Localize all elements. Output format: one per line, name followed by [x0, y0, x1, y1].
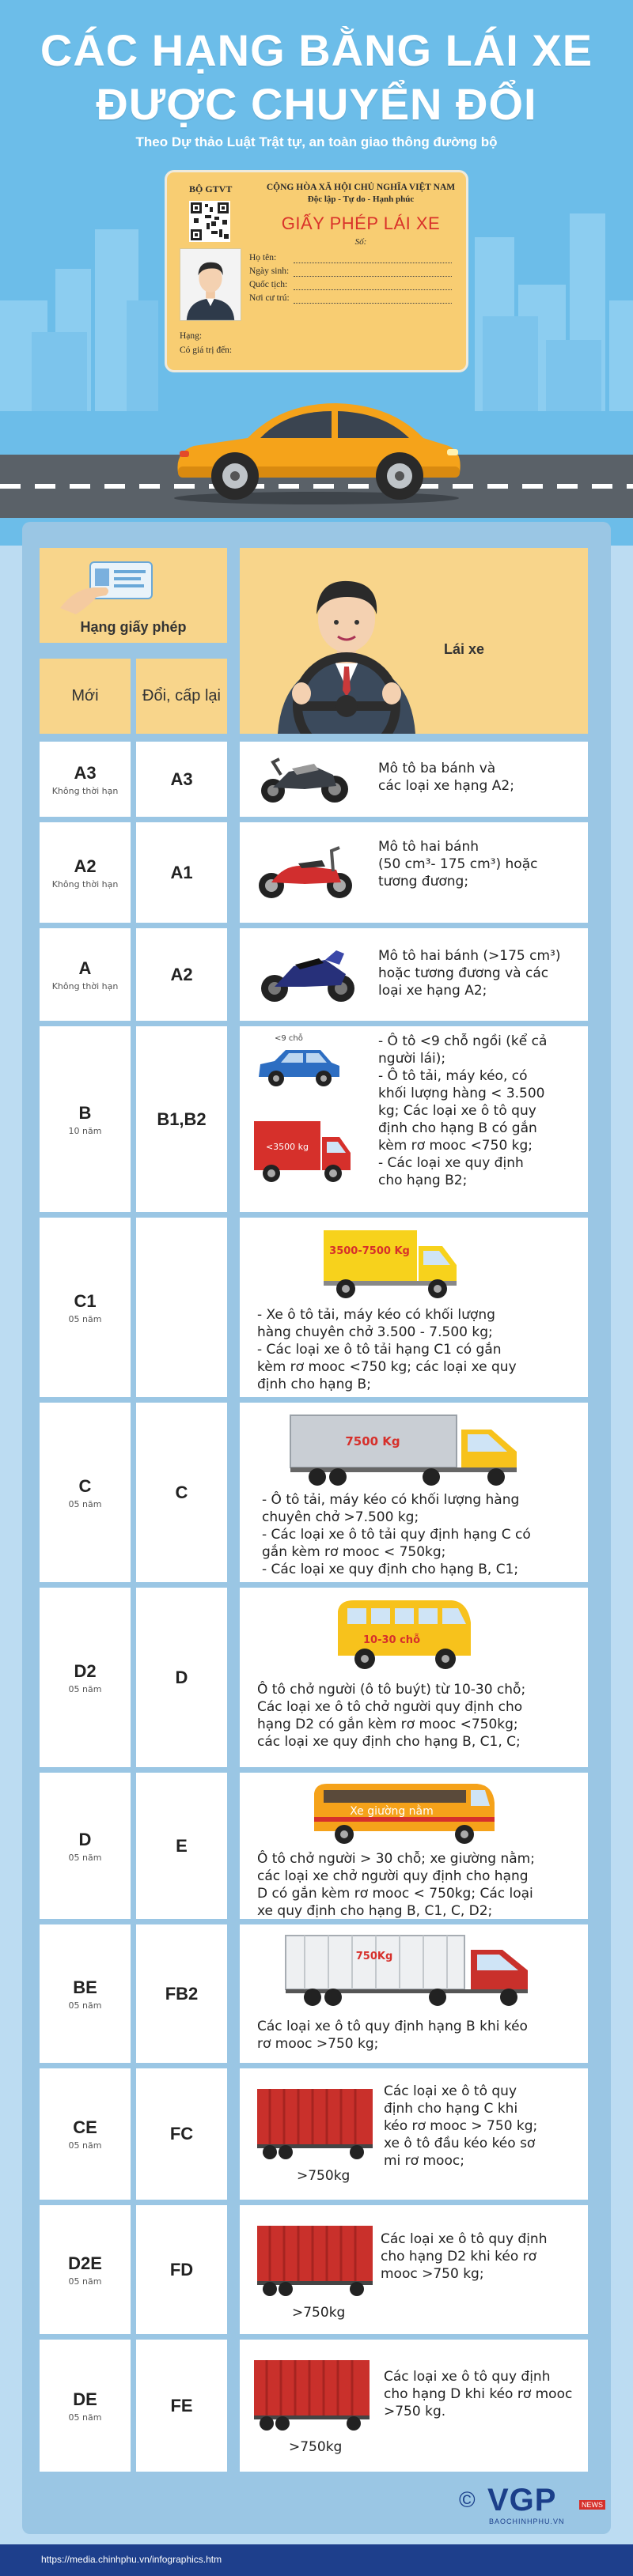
row-description: [262, 1491, 531, 1578]
desc-line: kèm rơ mooc <750 kg; các loại xe quy: [257, 1359, 517, 1375]
row-be-desc: [240, 1924, 588, 2063]
desc-line: Mô tô hai bánh: [378, 839, 479, 855]
title-line-1: CÁC HẠNG BẰNG LÁI XE: [40, 25, 593, 75]
desc-line: tương đương;: [378, 874, 469, 890]
desc-line: Các loại xe ô tô chở người quy định cho: [257, 1699, 523, 1715]
row-d2-desc: [240, 1588, 588, 1767]
row-new-class: D2: [74, 1660, 97, 1681]
row-d-new: [40, 1773, 131, 1919]
row-de-desc: [240, 2340, 588, 2472]
container-trailer-icon: [252, 2084, 379, 2163]
desc-line: - Các loại xe ô tô tải hạng C1 có gắn: [257, 1342, 502, 1358]
desc-line: Ô tô chở người (ô tô buýt) từ 10-30 chỗ;: [257, 1682, 526, 1698]
row-c1-desc: [240, 1218, 588, 1397]
row-new-class: D: [78, 1829, 92, 1849]
desc-line: hoặc tương đương và các: [378, 965, 549, 981]
desc-line: - Xe ô tô tải, máy kéo có khối lượng: [257, 1307, 495, 1323]
desc-line: (50 cm³- 175 cm³) hoặc: [378, 856, 538, 872]
row-old-class: A3: [170, 769, 193, 789]
minibus-icon: [333, 1596, 476, 1673]
license-card: [165, 170, 468, 372]
truck-tag: <3500 kg: [265, 1142, 309, 1152]
license-photo-avatar: [180, 248, 241, 321]
desc-line: khối lượng hàng < 3.500: [378, 1086, 545, 1101]
license-field-dob: Ngày sinh:: [249, 266, 290, 276]
row-old-class: E: [176, 1835, 188, 1856]
sport-bike-icon: [257, 942, 358, 1006]
row-d-old: [136, 1773, 227, 1919]
header-converted-class: Đổi, cấp lại: [136, 659, 227, 734]
row-description: [384, 2368, 572, 2420]
desc-line: chuyên chở >7.500 kg;: [262, 1509, 419, 1525]
row-old-class: D: [175, 1667, 188, 1687]
desc-line: Mô tô ba bánh và: [378, 761, 496, 776]
row-a3-desc: [240, 742, 588, 817]
desc-line: kg; Các loại xe ô tô quy: [378, 1103, 536, 1119]
row-old-class: B1,B2: [157, 1109, 207, 1129]
row-c1-old: [136, 1218, 227, 1397]
desc-line: hàng chuyên chở 3.500 - 7.500 kg;: [257, 1324, 493, 1340]
desc-line: - Ô tô tải, máy kéo có khối lượng hàng: [262, 1492, 520, 1508]
desc-line: D có gắn kèm rơ mooc < 750kg; Các loại: [257, 1886, 533, 1902]
row-c1-new: [40, 1218, 131, 1397]
license-card-hand-icon: [59, 553, 161, 616]
row-new-class: C: [78, 1475, 92, 1496]
row-validity: 05 năm: [68, 1852, 102, 1863]
license-number-label: Số:: [354, 237, 367, 247]
row-be-old: [136, 1924, 227, 2063]
row-validity: 05 năm: [68, 1313, 102, 1324]
truck-tag: 3500-7500 Kg: [329, 1245, 410, 1257]
suv-icon: [256, 1045, 343, 1088]
row-validity: 05 năm: [68, 2140, 102, 2151]
row-description: [378, 947, 561, 999]
weight-tag: >750kg: [297, 2168, 351, 2184]
row-new-class: BE: [73, 1977, 97, 1997]
row-old-class: A2: [170, 964, 193, 984]
license-bottom-fields: [180, 329, 232, 357]
sleeper-bus-icon: [309, 1779, 499, 1847]
row-validity: Không thời hạn: [51, 785, 119, 796]
license-dotted-line: [294, 303, 452, 304]
row-a3-new: [40, 742, 131, 817]
desc-line: xe quy định cho hạng B, C1, C, D2;: [257, 1903, 493, 1919]
desc-line: Mô tô hai bánh (>175 cm³): [378, 948, 561, 964]
trailer-truck-icon: [281, 1931, 534, 2008]
desc-line: các loại xe chở người quy định cho hạng: [257, 1868, 529, 1884]
row-new-class: C1: [74, 1290, 97, 1311]
license-nation-text: CỘNG HÒA XÃ HỘI CHỦ NGHĨA VIỆT NAM: [266, 183, 456, 192]
desc-line: Các loại xe ô tô quy: [384, 2083, 517, 2099]
bus-tag: 10-30 chỗ: [363, 1634, 420, 1646]
header-new-class: Mới: [40, 659, 131, 734]
yellow-car-illustration: [162, 380, 471, 506]
header-license-class: [40, 548, 227, 643]
desc-line: cho hạng B2;: [378, 1173, 468, 1188]
desc-line: xe ô tô đầu kéo kéo sơ: [384, 2136, 536, 2151]
header-banner: [0, 0, 633, 546]
row-description: [257, 2018, 528, 2053]
row-a2-new: [40, 822, 131, 923]
desc-line: định cho hạng C khi: [384, 2101, 518, 2117]
desc-line: >750 kg.: [384, 2404, 446, 2419]
brand-subtitle: BAOCHINHPHU.VN: [489, 2517, 565, 2525]
license-motto: Độc lập - Tự do - Hạnh phúc: [307, 195, 415, 204]
row-d2e-new: [40, 2205, 131, 2334]
license-dotted-line: [294, 289, 452, 290]
row-d2e-desc: [240, 2205, 588, 2334]
row-old-class: A1: [170, 862, 193, 882]
license-field-residence: Nơi cư trú:: [249, 293, 290, 303]
desc-line: cho hạng D2 khi kéo rơ: [381, 2249, 537, 2264]
trike-icon: [257, 751, 352, 806]
desc-line: các loại xe quy định cho hạng B, C1, C;: [257, 1734, 521, 1750]
row-new-class: D2E: [68, 2253, 102, 2273]
row-description: [378, 838, 537, 890]
row-a2-old: [136, 822, 227, 923]
license-field-validity: Có giá trị đến:: [180, 346, 233, 355]
desc-line: - Ô tô <9 chỗ ngồi (kể cả: [378, 1033, 548, 1049]
row-old-class: FB2: [165, 1983, 199, 2004]
row-new-class: CE: [73, 2117, 97, 2137]
car-seat-tag: <9 chỗ: [275, 1034, 303, 1043]
row-validity: Không thời hạn: [51, 980, 119, 991]
license-org: BỘ GTVT: [189, 183, 233, 195]
footer-bar: [0, 2544, 633, 2576]
container-trailer-icon: [252, 2221, 379, 2300]
desc-line: định cho hạng B;: [257, 1377, 371, 1392]
row-a-old: [136, 928, 227, 1021]
row-validity: 05 năm: [68, 1683, 102, 1694]
desc-line: cho hạng D khi kéo rơ mooc: [384, 2386, 573, 2402]
desc-line: kéo rơ mooc > 750 kg;: [384, 2118, 538, 2134]
source-link[interactable]: https://media.chinhphu.vn/infographics.htm: [41, 2554, 222, 2565]
header-driver: [240, 548, 588, 734]
row-de-new: [40, 2340, 131, 2472]
container-trailer-icon: [249, 2355, 376, 2434]
row-a-new: [40, 928, 131, 1021]
desc-line: người lái);: [378, 1051, 446, 1067]
desc-line: - Các loại xe quy định cho hạng B, C1;: [262, 1562, 519, 1577]
truck-tag: 750Kg: [355, 1951, 393, 1962]
license-fields: [249, 251, 290, 305]
header-driver-label: Lái xe: [444, 641, 485, 657]
license-field-name: Họ tên:: [249, 253, 277, 263]
row-old-class: FC: [169, 2124, 194, 2144]
row-new-class: A2: [74, 856, 97, 876]
medium-truck-icon: [319, 1226, 461, 1300]
row-description: [378, 1033, 547, 1189]
row-c-new: [40, 1403, 131, 1582]
row-a2-desc: [240, 822, 588, 923]
row-a-desc: [240, 928, 588, 1021]
row-description: [257, 1306, 517, 1393]
desc-line: Các loại xe ô tô quy định hạng B khi kéo: [257, 2019, 528, 2034]
row-validity: 05 năm: [68, 1498, 102, 1509]
desc-line: - Ô tô tải, máy kéo, có: [378, 1068, 528, 1084]
weight-tag: >750kg: [292, 2305, 346, 2321]
desc-line: - Các loại xe ô tô tải quy định hạng C có: [262, 1527, 531, 1543]
scooter-icon: [254, 840, 357, 903]
license-nation: [262, 182, 460, 206]
row-ce-desc: [240, 2068, 588, 2200]
row-ce-new: [40, 2068, 131, 2200]
license-title: GIẤY PHÉP LÁI XE: [281, 213, 441, 233]
desc-line: gắn kèm rơ mooc < 750kg;: [262, 1544, 446, 1560]
page-subtitle: Theo Dự thảo Luật Trật tự, an toàn giao thông đường bộ: [135, 134, 498, 149]
row-new-class: DE: [73, 2389, 97, 2409]
row-a3-old: [136, 742, 227, 817]
row-d2e-old: [136, 2205, 227, 2334]
license-field-class: Hạng:: [180, 331, 203, 341]
row-description: [381, 2230, 547, 2283]
row-b-desc: [240, 1026, 588, 1212]
desc-line: loại xe hạng A2;: [378, 983, 487, 999]
row-new-class: A3: [74, 762, 97, 783]
row-validity: 05 năm: [68, 2276, 102, 2287]
row-old-class: FD: [169, 2259, 194, 2279]
row-de-old: [136, 2340, 227, 2472]
desc-line: Các loại xe ô tô quy định: [381, 2231, 548, 2247]
driver-illustration: [271, 556, 422, 734]
vgp-brand: VGP: [487, 2483, 557, 2517]
desc-line: định cho hạng B có gắn: [378, 1120, 537, 1136]
desc-line: kèm rơ mooc <750 kg;: [378, 1138, 533, 1154]
truck-tag: 7500 Kg: [345, 1434, 400, 1449]
row-validity: 10 năm: [68, 1125, 102, 1136]
row-validity: Không thời hạn: [51, 878, 119, 890]
row-d2-old: [136, 1588, 227, 1767]
desc-line: hạng D2 có gắn kèm rơ mooc <750kg;: [257, 1717, 518, 1732]
row-d2-new: [40, 1588, 131, 1767]
row-ce-old: [136, 2068, 227, 2200]
row-c-desc: [240, 1403, 588, 1582]
desc-line: Các loại xe ô tô quy định: [384, 2369, 551, 2385]
news-badge: NEWS: [579, 2500, 605, 2510]
title-line-2: ĐƯỢC CHUYỂN ĐỔI: [96, 79, 537, 129]
vgp-logo: [459, 2483, 609, 2524]
header-license-class-label: Hạng giấy phép: [80, 619, 187, 635]
desc-line: rơ mooc >750 kg;: [257, 2036, 379, 2052]
license-field-nationality: Quốc tịch:: [249, 280, 288, 289]
row-validity: 05 năm: [68, 2412, 102, 2423]
row-c-old: [136, 1403, 227, 1582]
row-validity: 05 năm: [68, 2000, 102, 2011]
row-new-class: B: [78, 1102, 92, 1123]
small-truck-icon: [251, 1115, 354, 1188]
desc-line: mi rơ mooc;: [384, 2153, 464, 2169]
row-description: [384, 2083, 537, 2170]
heavy-truck-icon: [286, 1411, 523, 1490]
desc-line: Ô tô chở người > 30 chỗ; xe giường nằm;: [257, 1851, 535, 1867]
row-b-new: [40, 1026, 131, 1212]
row-description: [378, 760, 514, 795]
row-old-class: C: [175, 1482, 188, 1502]
row-description: [257, 1850, 535, 1920]
desc-line: mooc >750 kg;: [381, 2266, 484, 2282]
row-old-class: FE: [170, 2395, 193, 2415]
qr-code-icon: [189, 201, 230, 242]
desc-line: các loại xe hạng A2;: [378, 778, 514, 794]
license-dotted-line: [294, 276, 452, 277]
row-d-desc: [240, 1773, 588, 1919]
row-be-new: [40, 1924, 131, 2063]
weight-tag: >750kg: [289, 2439, 343, 2455]
bus-tag: Xe giường nằm: [350, 1805, 434, 1818]
page-title: [0, 24, 633, 131]
row-new-class: A: [78, 958, 92, 978]
row-description: [257, 1681, 525, 1751]
copyright-icon: ©: [459, 2487, 476, 2512]
row-b-old: [136, 1026, 227, 1212]
desc-line: - Các loại xe quy định: [378, 1155, 524, 1171]
